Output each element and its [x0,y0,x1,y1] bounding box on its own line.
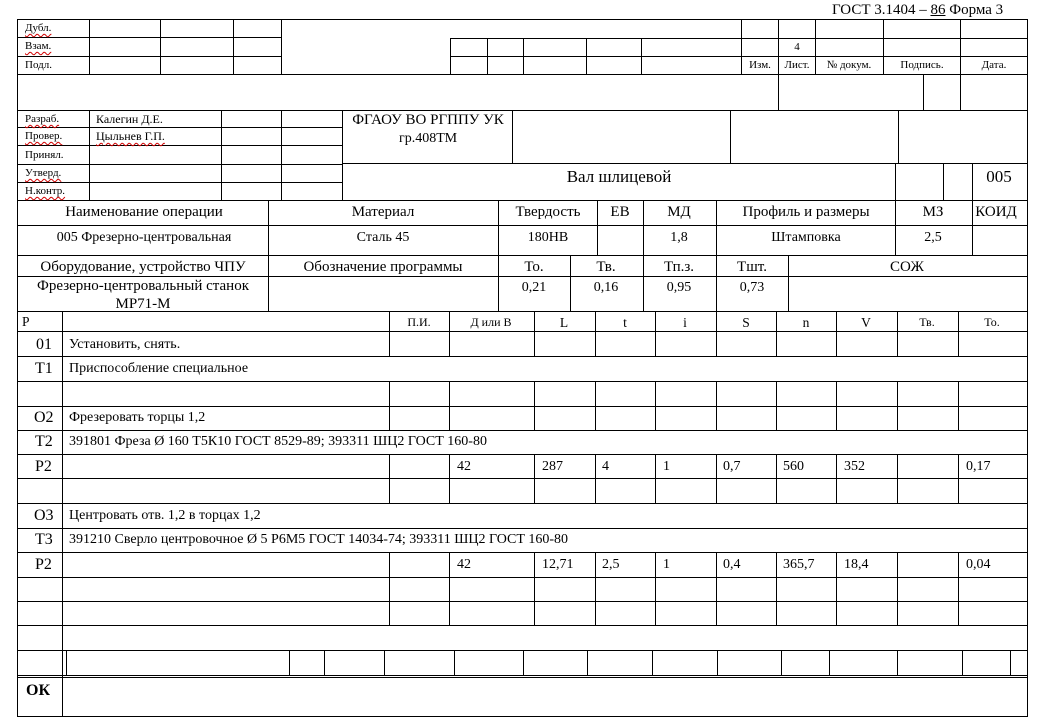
op-header-md: МД [667,204,691,220]
eq-header-to: То. [524,259,544,275]
row-p2b-d: 42 [457,557,471,572]
gost-header [832,3,1003,18]
org-line2: гр.408ТМ [398,131,458,146]
sig-role-prover: Провер. [25,130,63,142]
row-t2-code: Т2 [35,433,53,450]
sig-name-prover: Цыльнев Г.П. [96,129,165,143]
op-value-name: 005 Фрезерно-центровальная [56,230,232,245]
row-o3-code: О3 [34,507,54,524]
row-p2a-s: 0,7 [723,459,741,474]
op-value-profile: Штамповка [771,230,841,245]
row-p2a-l: 287 [542,459,563,474]
eq-header-tsht: Тшт. [737,259,767,275]
eq-header-tpz: Тп.з. [663,259,695,275]
sig-role-prinyal: Принял. [25,149,64,161]
row-p2a-t: 4 [602,459,609,474]
rev-header-date: Дата. [981,59,1007,71]
row-p2a-d: 42 [457,459,471,474]
stamp-podl: Подл. [25,59,52,71]
rev-header-list: Лист. [784,59,810,71]
main-header-t: t [623,315,627,330]
op-value-mz: 2,5 [924,230,942,245]
op-header-hardness: Твердость [515,204,581,220]
eq-value-tsht: 0,73 [739,280,765,295]
row-p2b-to: 0,04 [966,557,991,572]
row-01-code: 01 [36,336,52,353]
gost-form: Форма 3 [945,2,1004,18]
eq-header-program: Обозначение программы [303,259,463,275]
row-p2b-t: 2,5 [602,557,620,572]
row-p2b-code: Р2 [35,556,52,573]
op-header-ev: ЕВ [610,204,630,220]
row-p2a-i: 1 [663,459,670,474]
row-p2a-n: 560 [783,459,804,474]
row-p2b-l: 12,71 [542,557,574,572]
row-p2a-v: 352 [844,459,865,474]
main-header-to: То. [984,315,1000,329]
main-header-pi: П.И. [407,315,431,329]
main-header-i: i [683,315,687,330]
eq-value-tpz: 0,95 [666,280,692,295]
part-code: 005 [986,167,1012,186]
eq-value-equipment-1: Фрезерно-центровальный станок [37,278,249,294]
eq-value-equipment-2: МР71-М [115,296,171,312]
sig-name-razrab: Калегин Д.Е. [96,112,163,126]
op-value-material: Сталь 45 [356,230,410,245]
eq-value-tv: 0,16 [593,280,619,295]
eq-header-tv: Тв. [596,259,616,275]
op-header-mz: МЗ [922,204,944,220]
op-value-hardness: 180НВ [527,230,569,245]
row-o2-text: Фрезеровать торцы 1,2 [69,410,206,425]
sig-role-razrab: Разраб. [25,113,60,125]
row-p2a-code: Р2 [35,458,52,475]
footer-ok: ОК [26,682,51,699]
row-t3-text: 391210 Сверло центровочное Ø 5 Р6М5 ГОСТ 14034-74; 393311 ШЦ2 ГОСТ 160-80 [69,532,569,547]
part-name: Вал шлицевой [566,167,672,186]
main-header-tv: Тв. [919,315,935,329]
stamp-dubl: Дубл. [25,22,52,34]
main-header-n: n [802,315,810,330]
main-header-s: S [742,315,750,330]
row-p2a-to: 0,17 [966,459,991,474]
row-t2-text: 391801 Фреза Ø 160 Т5К10 ГОСТ 8529-89; 393311 ШЦ2 ГОСТ 160-80 [69,434,487,449]
rev-header-izm: Изм. [749,59,771,71]
sheet-number: 4 [794,41,800,53]
op-value-md: 1,8 [670,230,688,245]
eq-header-coolant: СОЖ [890,259,924,275]
stamp-vzam: Взам. [25,40,52,52]
op-header-profile: Профиль и размеры [742,204,870,220]
org-line1: ФГАОУ ВО РГППУ УК [352,112,504,128]
row-01-text: Установить, снять. [69,337,181,352]
main-header-d: Д или В [470,315,512,329]
main-header-r: Р [22,314,30,329]
row-t1-code: Т1 [35,360,53,377]
row-p2b-i: 1 [663,557,670,572]
op-header-material: Материал [351,204,415,220]
row-o3-text: Центровать отв. 1,2 в торцах 1,2 [69,508,261,523]
rev-header-doc: № докум. [826,59,872,71]
eq-header-equipment: Оборудование, устройство ЧПУ [40,259,246,275]
main-header-l: L [559,315,569,330]
gost-label: ГОСТ 3.1404 – [832,2,931,18]
row-p2b-s: 0,4 [723,557,741,572]
sig-role-nkontr: Н.контр. [25,185,66,197]
gost-year: 86 [930,2,946,18]
row-t1-text: Приспособление специальное [69,361,249,376]
row-t3-code: Т3 [35,531,53,548]
eq-value-to: 0,21 [521,280,547,295]
sig-role-utverd: Утверд. [25,167,62,179]
row-p2b-n: 365,7 [783,557,815,572]
main-header-v: V [861,315,871,330]
row-p2b-v: 18,4 [844,557,869,572]
row-o2-code: О2 [34,409,54,426]
op-header-name: Наименование операции [65,204,223,220]
op-header-koid: КОИД [975,204,1017,220]
rev-header-sign: Подпись. [900,59,944,71]
